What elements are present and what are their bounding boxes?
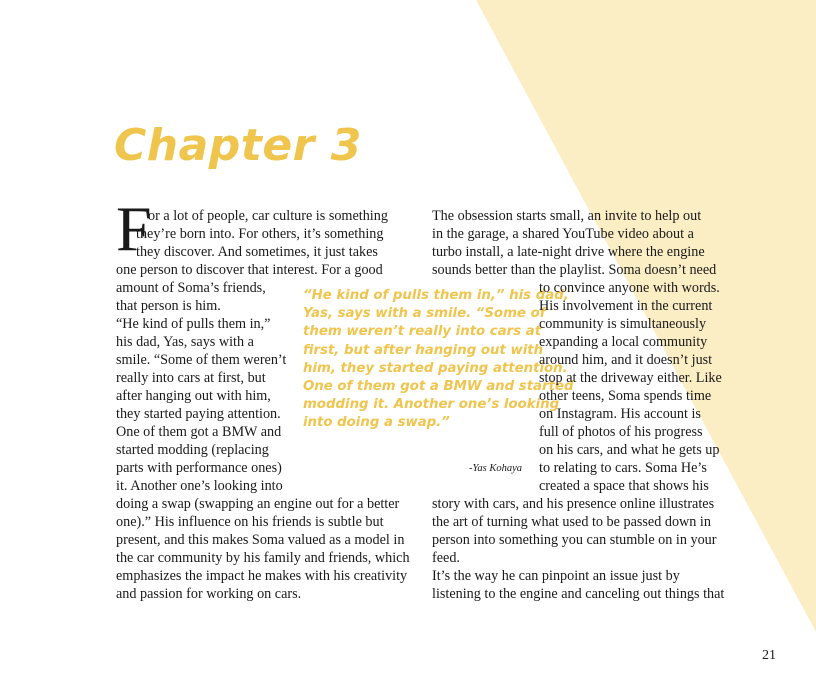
body-line: His involvement in the current	[539, 298, 713, 314]
pull-quote-line: him, they started paying attention.	[303, 360, 568, 376]
body-line: really into cars at first, but	[116, 370, 266, 386]
pull-quote-line: “He kind of pulls them in,” his dad,	[303, 288, 569, 303]
body-line: It’s the way he can pinpoint an issue just by	[432, 568, 680, 584]
body-line: one).” His influence on his friends is subtle but	[116, 514, 384, 530]
body-line: sounds better than the playlist. Soma doesn’t need	[432, 262, 717, 278]
body-line: around him, and it doesn’t just	[539, 352, 713, 368]
body-line: listening to the engine and canceling out things that	[432, 586, 725, 602]
body-line: started modding (replacing	[116, 442, 269, 458]
body-line: feed.	[432, 550, 460, 566]
chapter-title: Chapter 3	[114, 120, 362, 171]
body-line: turbo install, a late-night drive where the engine	[432, 244, 705, 260]
body-line: expanding a local community	[539, 334, 708, 350]
pull-quote	[303, 287, 574, 433]
body-line: full of photos of his progress	[539, 424, 703, 440]
body-line: his dad, Yas, says with a	[116, 334, 254, 350]
body-line: that person is him.	[116, 298, 221, 314]
pull-quote-line: into doing a swap.”	[303, 415, 450, 431]
body-line: they’re born into. For others, it’s something	[136, 226, 384, 242]
body-line: emphasizes the impact he makes with his creativity	[116, 568, 408, 584]
body-line: parts with performance ones)	[116, 460, 282, 476]
body-line: One of them got a BMW and	[116, 424, 282, 440]
body-line: one person to discover that interest. For a good	[116, 262, 383, 278]
pull-quote-line: Yas, says with a smile. “Some of	[303, 306, 546, 322]
body-line: “He kind of pulls them in,”	[116, 316, 271, 332]
body-line: in the garage, a shared YouTube video about a	[432, 226, 694, 242]
pull-quote-line: modding it. Another one’s looking	[303, 397, 560, 413]
body-line: or a lot of people, car culture is something	[148, 208, 388, 224]
page-number: 21	[762, 648, 776, 663]
body-line: community is simultaneously	[539, 316, 707, 332]
body-line: smile. “Some of them weren’t	[116, 352, 287, 368]
body-line: the car community by his family and friends, which	[116, 550, 410, 566]
body-line: present, and this makes Soma valued as a model in	[116, 532, 405, 548]
body-line: they discover. And sometimes, it just takes	[136, 244, 378, 260]
body-line: doing a swap (swapping an engine out for a better	[116, 496, 400, 512]
pull-quote-line: them weren’t really into cars at	[303, 324, 542, 340]
body-line: on his cars, and what he gets up	[539, 442, 720, 458]
body-line: after hanging out with him,	[116, 388, 271, 404]
quote-attribution: -Yas Kohaya	[469, 463, 522, 474]
body-line: to convince anyone with words.	[539, 280, 720, 296]
pull-quote-line: first, but after hanging out with	[303, 342, 544, 358]
body-line: The obsession starts small, an invite to help out	[432, 208, 702, 224]
body-line: it. Another one’s looking into	[116, 478, 283, 494]
body-line: stop at the driveway either. Like	[539, 370, 722, 386]
body-line: on Instagram. His account is	[539, 406, 701, 422]
drop-cap: F	[116, 193, 152, 264]
body-line: the art of turning what used to be passed down in	[432, 514, 711, 530]
body-line: amount of Soma’s friends,	[116, 280, 266, 296]
body-line: created a space that shows his	[539, 478, 709, 494]
body-line: to relating to cars. Soma He’s	[539, 460, 707, 476]
body-line: and passion for working on cars.	[116, 586, 302, 602]
body-line: story with cars, and his presence online illustrates	[432, 496, 715, 512]
body-line: they started paying attention.	[116, 406, 281, 422]
body-line: person into something you can stumble on in your	[432, 532, 717, 548]
pull-quote-line: One of them got a BMW and started	[303, 379, 574, 395]
body-line: other teens, Soma spends time	[539, 388, 712, 404]
